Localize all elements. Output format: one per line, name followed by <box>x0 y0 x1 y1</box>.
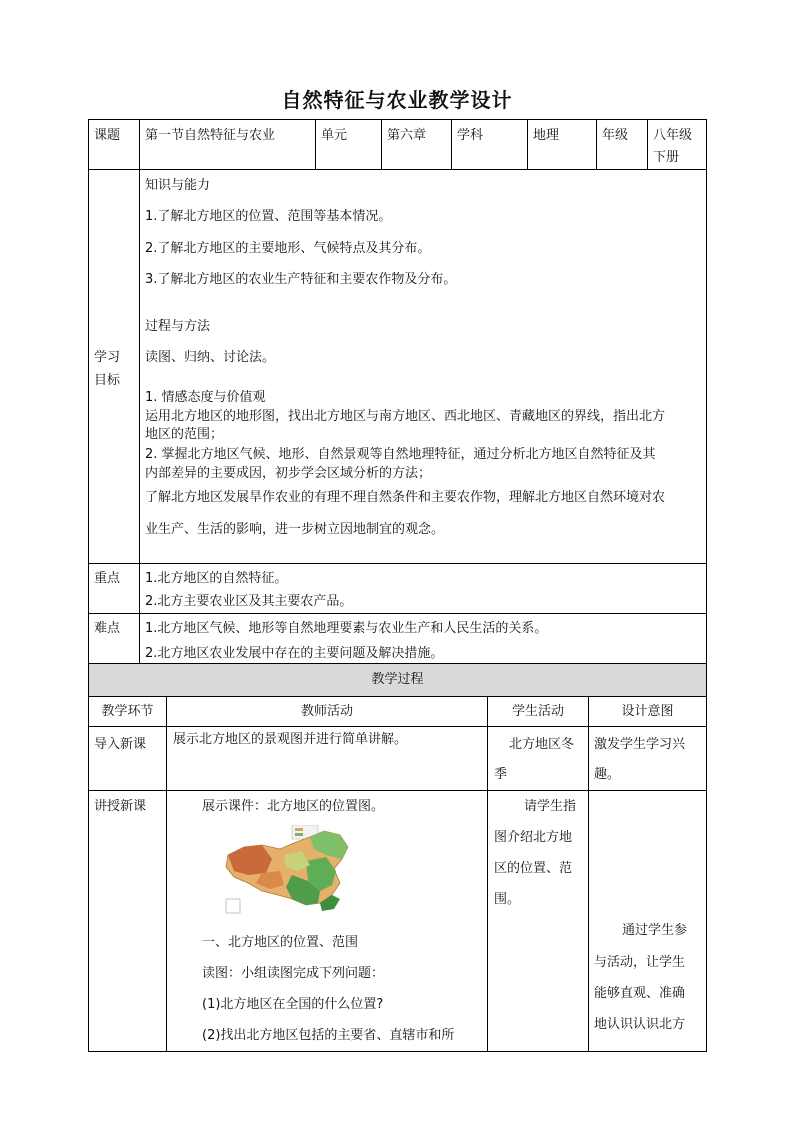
subject-label: 学科 <box>457 128 484 143</box>
difficult-points-label: 难点 <box>94 621 121 636</box>
knowledge-heading: 知识与能力 <box>145 178 211 193</box>
difficult-point-item: 1.北方地区气候、地形等自然地理要素与农业生产和人民生活的关系。 <box>145 621 548 636</box>
table-border <box>706 119 707 1052</box>
table-border <box>139 119 140 663</box>
emotion-text: 地区的范围； <box>145 427 224 442</box>
unit-value: 第六章 <box>387 128 427 143</box>
table-border <box>315 119 316 169</box>
table-border <box>596 119 597 169</box>
knowledge-item: 2.了解北方地区的主要地形、气候特点及其分布。 <box>145 241 431 256</box>
north-region-map-image <box>222 825 356 917</box>
key-points-label: 重点 <box>94 571 121 586</box>
col-header-intent: 设计意图 <box>621 704 674 719</box>
grade-label: 年级 <box>602 128 629 143</box>
key-point-item: 2.北方主要农业区及其主要农产品。 <box>145 594 353 609</box>
table-border <box>88 613 707 614</box>
emotion-text: 内部差异的主要成因，初步学会区域分析的方法； <box>145 466 432 481</box>
table-border <box>88 726 707 727</box>
lecture-teacher: (1)北方地区在全国的什么位置? <box>202 997 384 1012</box>
table-border <box>166 696 167 1052</box>
topic-label: 课题 <box>94 128 121 143</box>
process-heading: 过程与方法 <box>145 319 211 334</box>
lecture-intent: 能够直观、准确 <box>594 986 686 1001</box>
grade-value: 下册 <box>653 150 680 165</box>
knowledge-item: 1.了解北方地区的位置、范围等基本情况。 <box>145 209 392 224</box>
process-banner: 教学过程 <box>371 672 424 687</box>
process-text: 读图、归纳、讨论法。 <box>145 350 276 365</box>
subject-value: 地理 <box>533 128 560 143</box>
intro-student: 北方地区冬 <box>509 737 575 752</box>
table-border <box>647 119 648 169</box>
lecture-student: 围。 <box>494 892 521 907</box>
knowledge-item: 3.了解北方地区的农业生产特征和主要农作物及分布。 <box>145 272 457 287</box>
emotion-text: 了解北方地区发展旱作农业的有理不理自然条件和主要农作物，理解北方地区自然环境对农 <box>145 490 666 505</box>
intro-intent: 激发学生学习兴 <box>594 737 686 752</box>
emotion-text: 运用北方地区的地形图，找出北方地区与南方地区、西北地区、青藏地区的界线，指出北方 <box>145 409 666 424</box>
lecture-intent: 地认识认识北方 <box>594 1017 686 1032</box>
difficult-point-item: 2.北方地区农业发展中存在的主要问题及解决措施。 <box>145 646 444 661</box>
lecture-intent: 与活动，让学生 <box>594 955 686 970</box>
table-border <box>527 119 528 169</box>
intro-student: 季 <box>494 767 508 782</box>
table-border <box>88 169 707 170</box>
col-header-student: 学生活动 <box>511 704 564 719</box>
lecture-stage: 讲授新课 <box>94 799 147 814</box>
table-border <box>88 1051 707 1052</box>
unit-label: 单元 <box>321 128 348 143</box>
table-border <box>88 696 707 697</box>
lecture-student: 区的位置、范 <box>494 861 573 876</box>
objectives-label: 目标 <box>94 373 121 388</box>
lecture-teacher: 读图：小组读图完成下列问题： <box>202 966 385 981</box>
intro-stage: 导入新课 <box>94 737 147 752</box>
table-border <box>588 696 589 1052</box>
emotion-text: 2. 掌握北方地区气候、地形、自然景观等自然地理特征，通过分析北方地区自然特征及其 <box>145 447 656 462</box>
lecture-teacher: (2)找出北方地区包括的主要省、直辖市和所 <box>202 1028 455 1043</box>
document-title: 自然特征与农业教学设计 <box>281 88 513 112</box>
table-border <box>88 119 707 120</box>
lecture-teacher: 一、北方地区的位置、范围 <box>202 935 359 950</box>
table-border <box>88 563 707 564</box>
intro-teacher: 展示北方地区的景观图并进行简单讲解。 <box>173 732 408 747</box>
table-border <box>487 696 488 1052</box>
lecture-teacher: 展示课件：北方地区的位置图。 <box>202 799 385 814</box>
topic-value: 第一节自然特征与农业 <box>145 128 276 143</box>
col-header-stage: 教学环节 <box>101 704 154 719</box>
lecture-intent: 通过学生参 <box>622 923 688 938</box>
table-border <box>451 119 452 169</box>
col-header-teacher: 教师活动 <box>300 704 353 719</box>
objectives-label: 学习 <box>94 350 121 365</box>
lecture-student: 图介绍北方地 <box>494 830 573 845</box>
intro-intent: 趣。 <box>594 767 621 782</box>
table-border <box>88 790 707 791</box>
emotion-heading: 1. 情感态度与价值观 <box>145 390 266 405</box>
lecture-student: 请学生指 <box>524 799 577 814</box>
table-border <box>88 119 89 1052</box>
table-border <box>381 119 382 169</box>
emotion-text: 业生产、生活的影响，进一步树立因地制宜的观念。 <box>145 522 445 537</box>
grade-value: 八年级 <box>653 128 693 143</box>
key-point-item: 1.北方地区的自然特征。 <box>145 571 288 586</box>
